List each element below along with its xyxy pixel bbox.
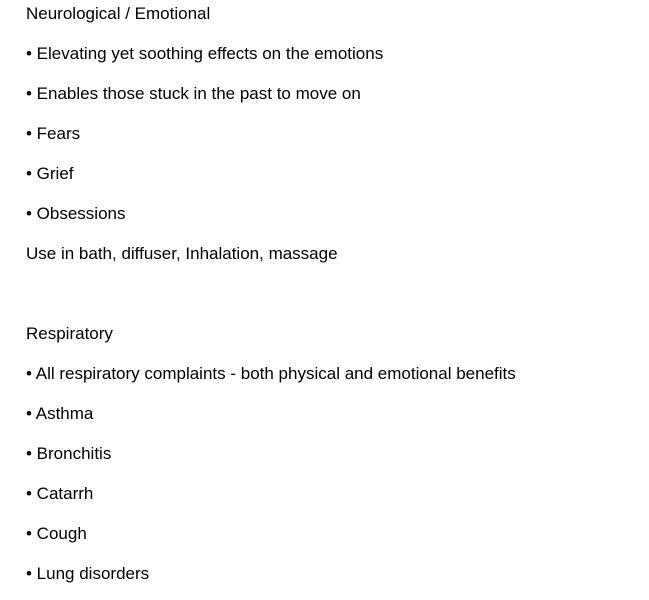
list-item: • Bronchitis: [26, 444, 112, 463]
list-item: • Lung disorders: [26, 564, 150, 583]
list-item: • Catarrh: [26, 484, 94, 503]
list-item: • Asthma: [26, 404, 94, 423]
list-item: • Fears: [26, 124, 81, 143]
list-item: • Enables those stuck in the past to move on: [26, 84, 361, 103]
document: [26, 0, 626, 600]
usage-note: Use in bath, diffuser, Inhalation, massage: [26, 244, 338, 263]
list-item: • Obsessions: [26, 204, 126, 223]
section-heading-neurological: Neurological / Emotional: [26, 4, 211, 23]
section-spacer: [26, 280, 626, 320]
list-item: • Elevating yet soothing effects on the emotions: [26, 44, 384, 63]
list-item: • Grief: [26, 164, 74, 183]
section-heading-respiratory: Respiratory: [26, 324, 113, 343]
list-item: • Cough: [26, 524, 87, 543]
list-item: • All respiratory complaints - both physical and emotional benefits: [26, 364, 516, 383]
